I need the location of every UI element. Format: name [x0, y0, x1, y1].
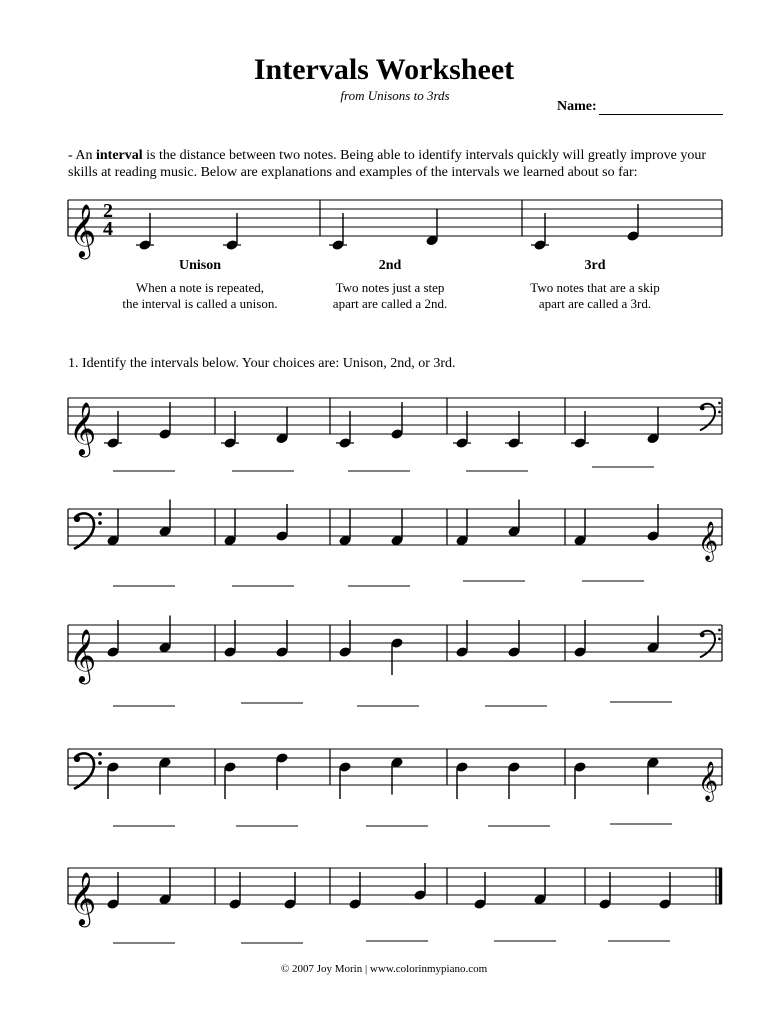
- interval-desc-line: apart are called a 3rd.: [538, 296, 652, 311]
- bass-clef-dot: [98, 752, 102, 756]
- name-label: Name:: [557, 99, 597, 114]
- treble-clef-icon: 𝄞: [69, 628, 97, 682]
- bass-clef-dot: [718, 411, 721, 414]
- interval-desc-line: apart are called a 2nd.: [332, 296, 448, 311]
- bass-clef-dot: [718, 629, 721, 632]
- bass-clef-dot: [700, 633, 705, 638]
- bass-clef-dot: [74, 756, 80, 762]
- copyright-footer: © 2007 Joy Morin | www.colorinmypiano.com: [280, 963, 488, 975]
- exercise-staff-5: [68, 863, 722, 943]
- bass-clef-dot: [74, 516, 80, 522]
- bass-clef-dot: [700, 406, 705, 411]
- time-signature-bottom: 4: [103, 218, 113, 240]
- bass-clef-dot: [98, 521, 102, 525]
- intro-keyword: interval: [96, 148, 143, 163]
- bass-clef-dot: [98, 761, 102, 765]
- intro-prefix: - An: [68, 148, 96, 163]
- question-1-prompt: 1. Identify the intervals below. Your choices are: Unison, 2nd, or 3rd.: [68, 356, 456, 371]
- bass-clef-dot: [718, 638, 721, 641]
- treble-clef-icon: 𝄞: [69, 401, 97, 455]
- example-staff: [68, 200, 722, 259]
- intro-text: is the distance between two notes. Being able to identify intervals quickly will greatly improve your skills at reading music. Below are explanations and examples of the intervals we learned about so far:: [68, 148, 707, 180]
- treble-clef-icon: 𝄞: [698, 521, 719, 561]
- worksheet-subtitle: from Unisons to 3rds: [340, 88, 450, 103]
- interval-name: 2nd: [378, 258, 402, 273]
- treble-clef-icon: 𝄞: [69, 871, 97, 925]
- bass-clef-dot: [98, 512, 102, 516]
- interval-name: Unison: [178, 258, 222, 273]
- worksheet-title: Intervals Worksheet: [253, 53, 515, 86]
- interval-desc-line: When a note is repeated,: [135, 280, 265, 295]
- time-signature-top: 2: [103, 200, 113, 222]
- treble-clef-icon: 𝄞: [69, 203, 97, 257]
- exercise-staff-4: [68, 749, 722, 826]
- interval-desc-line: Two notes that are a skip: [530, 280, 660, 295]
- interval-name: 3rd: [584, 258, 606, 273]
- bass-clef-dot: [718, 402, 721, 405]
- exercise-staff-3: [68, 616, 722, 707]
- interval-desc-line: the interval is called a unison.: [122, 296, 278, 311]
- exercise-staff-2: [68, 500, 722, 587]
- exercise-staff-1: [68, 398, 722, 471]
- treble-clef-icon: 𝄞: [698, 761, 719, 801]
- interval-desc-line: Two notes just a step: [335, 280, 445, 295]
